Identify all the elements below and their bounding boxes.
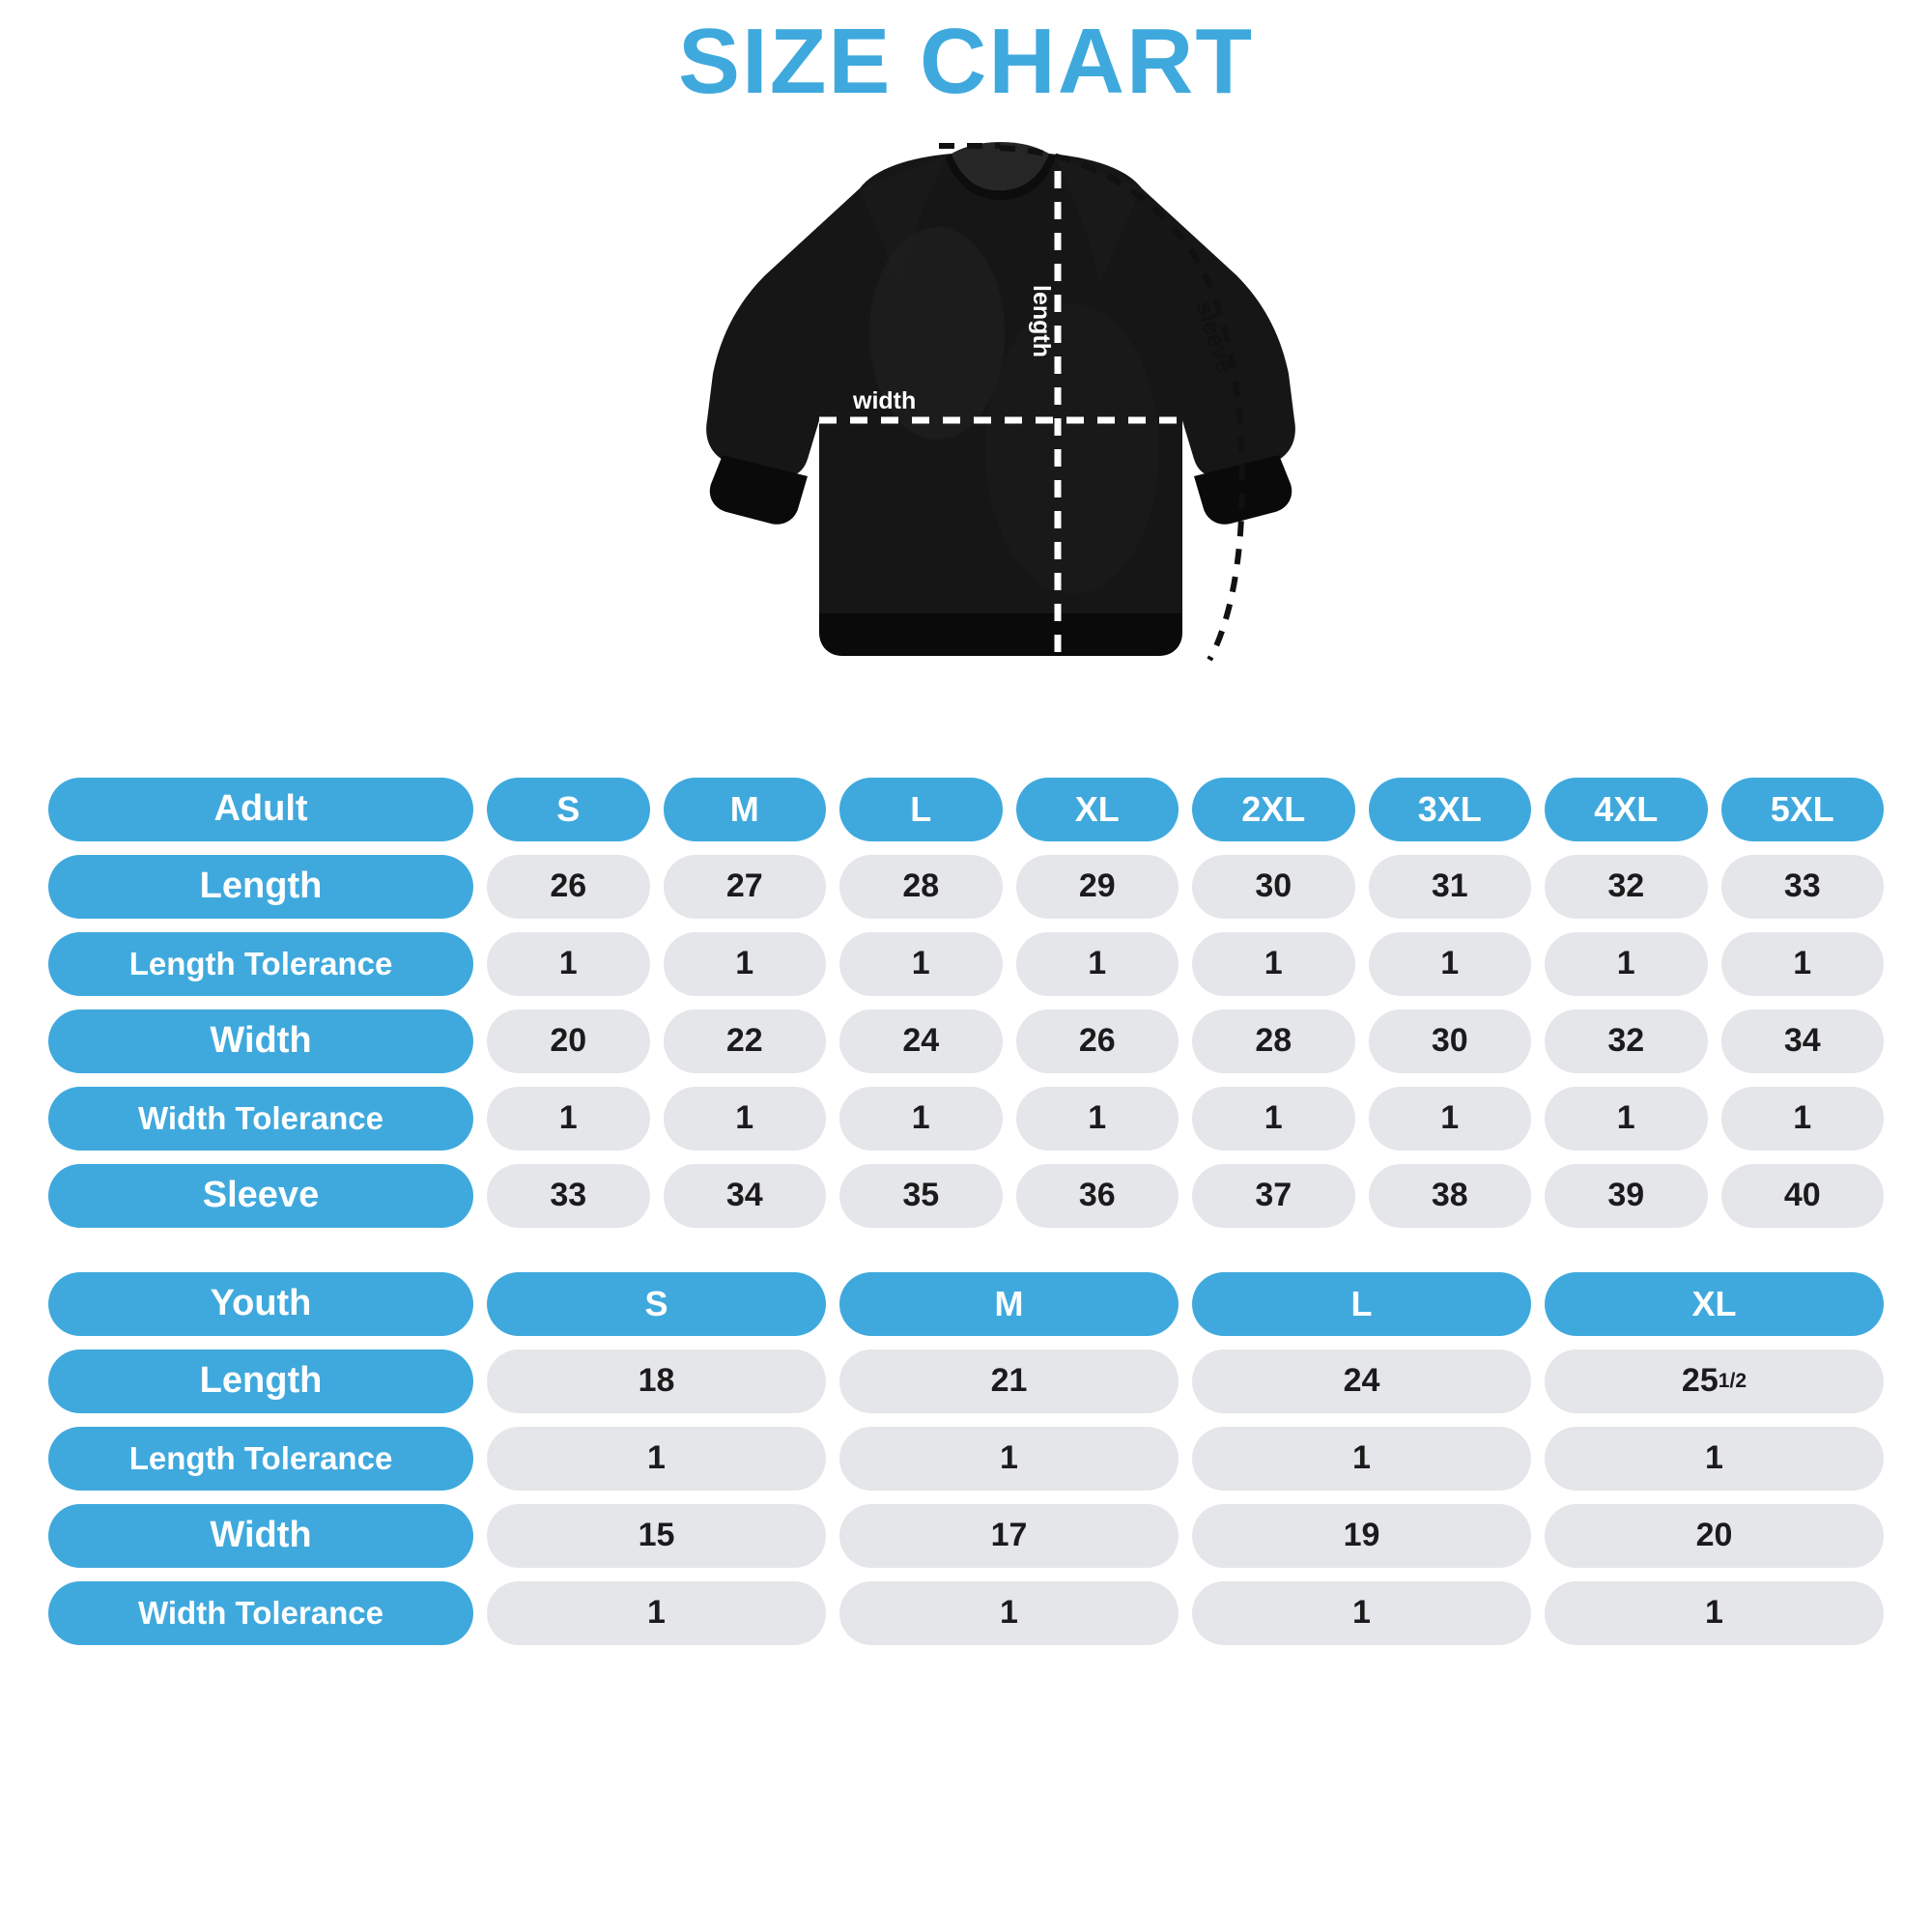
cell-width-xl: 26 — [1016, 1009, 1179, 1073]
cell-width-s: 20 — [487, 1009, 650, 1073]
cell-length-tol-4xl: 1 — [1545, 932, 1708, 996]
youth-size-header-xl: XL — [1545, 1272, 1884, 1336]
cell-length-tol-s: 1 — [487, 932, 650, 996]
row-label-width-tolerance: Width Tolerance — [48, 1087, 473, 1151]
youth-size-header-m: M — [839, 1272, 1179, 1336]
row-label-width: Width — [48, 1009, 473, 1073]
cell-sleeve-l: 35 — [839, 1164, 1003, 1228]
garment-illustration — [0, 111, 1932, 778]
youth-cell-length-m: 21 — [839, 1350, 1179, 1413]
youth-cell-width-tol-s: 1 — [487, 1581, 826, 1645]
youth-row-label-length: Length — [48, 1350, 473, 1413]
adult-size-header-3xl: 3XL — [1369, 778, 1532, 841]
cell-length-tol-l: 1 — [839, 932, 1003, 996]
cell-width-l: 24 — [839, 1009, 1003, 1073]
cell-length-m: 27 — [664, 855, 827, 919]
youth-cell-length-tol-s: 1 — [487, 1427, 826, 1491]
youth-size-header-s: S — [487, 1272, 826, 1336]
cell-length-tol-3xl: 1 — [1369, 932, 1532, 996]
youth-row-label-length-tolerance: Length Tolerance — [48, 1427, 473, 1491]
youth-size-header-l: L — [1192, 1272, 1531, 1336]
cell-width-2xl: 28 — [1192, 1009, 1355, 1073]
row-label-sleeve: Sleeve — [48, 1164, 473, 1228]
cell-length-2xl: 30 — [1192, 855, 1355, 919]
length-label: length — [1028, 284, 1055, 357]
cell-width-tol-3xl: 1 — [1369, 1087, 1532, 1151]
cell-width-m: 22 — [664, 1009, 827, 1073]
table-row — [48, 1581, 1884, 1645]
cell-length-tol-m: 1 — [664, 932, 827, 996]
youth-cell-width-xl: 20 — [1545, 1504, 1884, 1568]
cell-width-tol-l: 1 — [839, 1087, 1003, 1151]
adult-size-header-s: S — [487, 778, 650, 841]
youth-cell-width-l: 19 — [1192, 1504, 1531, 1568]
youth-cell-length-tol-m: 1 — [839, 1427, 1179, 1491]
cell-width-tol-s: 1 — [487, 1087, 650, 1151]
cell-width-4xl: 32 — [1545, 1009, 1708, 1073]
adult-table-title: Adult — [48, 778, 473, 841]
youth-cell-length-xl: 25 1/2 — [1545, 1350, 1884, 1413]
table-row — [48, 1350, 1884, 1413]
cell-sleeve-4xl: 39 — [1545, 1164, 1708, 1228]
table-row — [48, 1164, 1884, 1228]
cell-width-3xl: 30 — [1369, 1009, 1532, 1073]
youth-cell-width-tol-l: 1 — [1192, 1581, 1531, 1645]
youth-header-row — [48, 1272, 1884, 1336]
cell-length-3xl: 31 — [1369, 855, 1532, 919]
adult-size-header-5xl: 5XL — [1721, 778, 1885, 841]
cell-length-4xl: 32 — [1545, 855, 1708, 919]
youth-row-label-width-tolerance: Width Tolerance — [48, 1581, 473, 1645]
youth-cell-length-s: 18 — [487, 1350, 826, 1413]
cell-sleeve-2xl: 37 — [1192, 1164, 1355, 1228]
adult-size-header-2xl: 2XL — [1192, 778, 1355, 841]
youth-cell-length-l: 24 — [1192, 1350, 1531, 1413]
table-row — [48, 1087, 1884, 1151]
youth-cell-width-tol-xl: 1 — [1545, 1581, 1884, 1645]
row-label-length-tolerance: Length Tolerance — [48, 932, 473, 996]
youth-cell-width-tol-m: 1 — [839, 1581, 1179, 1645]
cell-width-tol-4xl: 1 — [1545, 1087, 1708, 1151]
cell-length-5xl: 33 — [1721, 855, 1885, 919]
cell-sleeve-xl: 36 — [1016, 1164, 1179, 1228]
youth-cell-length-tol-l: 1 — [1192, 1427, 1531, 1491]
width-label: width — [853, 386, 917, 414]
size-tables — [0, 778, 1932, 1645]
cell-sleeve-5xl: 40 — [1721, 1164, 1885, 1228]
youth-table-title: Youth — [48, 1272, 473, 1336]
table-row — [48, 1427, 1884, 1491]
sweatshirt-graphic — [618, 130, 1314, 768]
table-row — [48, 932, 1884, 996]
cell-width-tol-5xl: 1 — [1721, 1087, 1885, 1151]
youth-row-label-width: Width — [48, 1504, 473, 1568]
youth-size-table — [48, 1272, 1884, 1645]
cell-sleeve-3xl: 38 — [1369, 1164, 1532, 1228]
table-row — [48, 1009, 1884, 1073]
youth-cell-length-tol-xl: 1 — [1545, 1427, 1884, 1491]
cell-width-5xl: 34 — [1721, 1009, 1885, 1073]
cell-length-tol-2xl: 1 — [1192, 932, 1355, 996]
cell-width-tol-m: 1 — [664, 1087, 827, 1151]
table-separator — [48, 1228, 1884, 1272]
youth-cell-width-m: 17 — [839, 1504, 1179, 1568]
cell-sleeve-s: 33 — [487, 1164, 650, 1228]
adult-size-table — [48, 778, 1884, 1228]
cell-length-s: 26 — [487, 855, 650, 919]
cell-width-tol-2xl: 1 — [1192, 1087, 1355, 1151]
table-row — [48, 855, 1884, 919]
cell-length-tol-5xl: 1 — [1721, 932, 1885, 996]
row-label-length: Length — [48, 855, 473, 919]
adult-size-header-xl: XL — [1016, 778, 1179, 841]
cell-width-tol-xl: 1 — [1016, 1087, 1179, 1151]
adult-size-header-l: L — [839, 778, 1003, 841]
cell-length-l: 28 — [839, 855, 1003, 919]
sleeve-label: sleeve — [1190, 297, 1239, 377]
page-title: SIZE CHART — [678, 10, 1254, 113]
adult-size-header-m: M — [664, 778, 827, 841]
table-row — [48, 1504, 1884, 1568]
cell-length-tol-xl: 1 — [1016, 932, 1179, 996]
adult-header-row — [48, 778, 1884, 841]
youth-cell-width-s: 15 — [487, 1504, 826, 1568]
cell-sleeve-m: 34 — [664, 1164, 827, 1228]
cell-length-xl: 29 — [1016, 855, 1179, 919]
adult-size-header-4xl: 4XL — [1545, 778, 1708, 841]
